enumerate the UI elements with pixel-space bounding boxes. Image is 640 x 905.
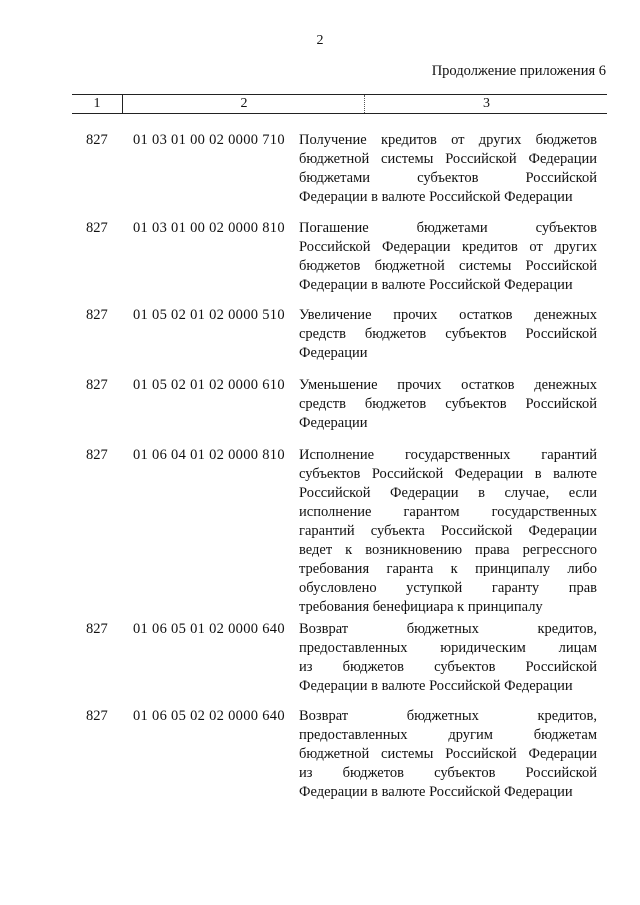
column-header-3: 3 <box>364 95 608 113</box>
description-line: предоставленных другим бюджетам <box>299 727 597 743</box>
source-code: 01 03 01 00 02 0000 810 <box>133 220 285 236</box>
admin-code: 827 <box>86 132 108 148</box>
continuation-title: Продолжение приложения 6 <box>431 63 606 79</box>
description-line: ведет к возникновению права регрессного <box>299 542 597 558</box>
source-code: 01 05 02 01 02 0000 510 <box>133 307 285 323</box>
source-description <box>299 446 597 617</box>
description-line: Федерации в валюте Российской Федерации <box>299 784 573 800</box>
source-code: 01 05 02 01 02 0000 610 <box>133 377 285 393</box>
source-description <box>299 376 597 433</box>
admin-code: 827 <box>86 447 108 463</box>
column-header-2: 2 <box>122 95 365 113</box>
description-line: Уменьшение прочих остатков денежных <box>299 377 597 393</box>
description-line: из бюджетов субъектов Российской <box>299 765 597 781</box>
column-header-1: 1 <box>93 96 101 111</box>
description-line: гарантий субъекта Российской Федерации <box>299 523 597 539</box>
description-line: бюджетной системы Российской Федерации <box>299 151 597 167</box>
description-line: субъектов Российской Федерации в валюте <box>299 466 597 482</box>
description-line: Федерации в валюте Российской Федерации <box>299 189 573 205</box>
description-line: Исполнение государственных гарантий <box>299 447 597 463</box>
description-line: Увеличение прочих остатков денежных <box>299 307 597 323</box>
description-line: бюджетов бюджетной системы Российской <box>299 258 597 274</box>
column-header-row <box>72 94 607 114</box>
description-line: обусловлено уступкой гаранту прав <box>299 580 597 596</box>
description-line: Погашение бюджетами субъектов <box>299 220 597 236</box>
source-code: 01 06 04 01 02 0000 810 <box>133 447 285 463</box>
description-line: Российской Федерации кредитов от других <box>299 239 597 255</box>
description-line: Федерации в валюте Российской Федерации <box>299 678 573 694</box>
source-code: 01 06 05 02 02 0000 640 <box>133 708 285 724</box>
description-line: исполнение гарантом государственных <box>299 504 597 520</box>
admin-code: 827 <box>86 708 108 724</box>
source-description <box>299 707 597 802</box>
description-line: предоставленных юридическим лицам <box>299 640 597 656</box>
admin-code: 827 <box>86 307 108 323</box>
description-line: Федерации <box>299 345 368 361</box>
page-number: 2 <box>316 33 324 48</box>
description-line: средств бюджетов субъектов Российской <box>299 396 597 412</box>
description-line: Федерации <box>299 415 368 431</box>
description-line: Возврат бюджетных кредитов, <box>299 708 597 724</box>
description-line: Получение кредитов от других бюджетов <box>299 132 597 148</box>
source-description <box>299 219 597 295</box>
source-description <box>299 620 597 696</box>
source-code: 01 03 01 00 02 0000 710 <box>133 132 285 148</box>
source-code: 01 06 05 01 02 0000 640 <box>133 621 285 637</box>
description-line: требования бенефициара к принципалу <box>299 599 543 615</box>
description-line: бюджетами субъектов Российской <box>299 170 597 186</box>
description-line: требования гаранта к принципалу либо <box>299 561 597 577</box>
description-line: Федерации в валюте Российской Федерации <box>299 277 573 293</box>
description-line: из бюджетов субъектов Российской <box>299 659 597 675</box>
description-line: Возврат бюджетных кредитов, <box>299 621 597 637</box>
admin-code: 827 <box>86 220 108 236</box>
description-line: Российской Федерации в случае, если <box>299 485 597 501</box>
description-line: бюджетной системы Российской Федерации <box>299 746 597 762</box>
description-line: средств бюджетов субъектов Российской <box>299 326 597 342</box>
admin-code: 827 <box>86 377 108 393</box>
admin-code: 827 <box>86 621 108 637</box>
source-description <box>299 306 597 363</box>
source-description <box>299 131 597 207</box>
